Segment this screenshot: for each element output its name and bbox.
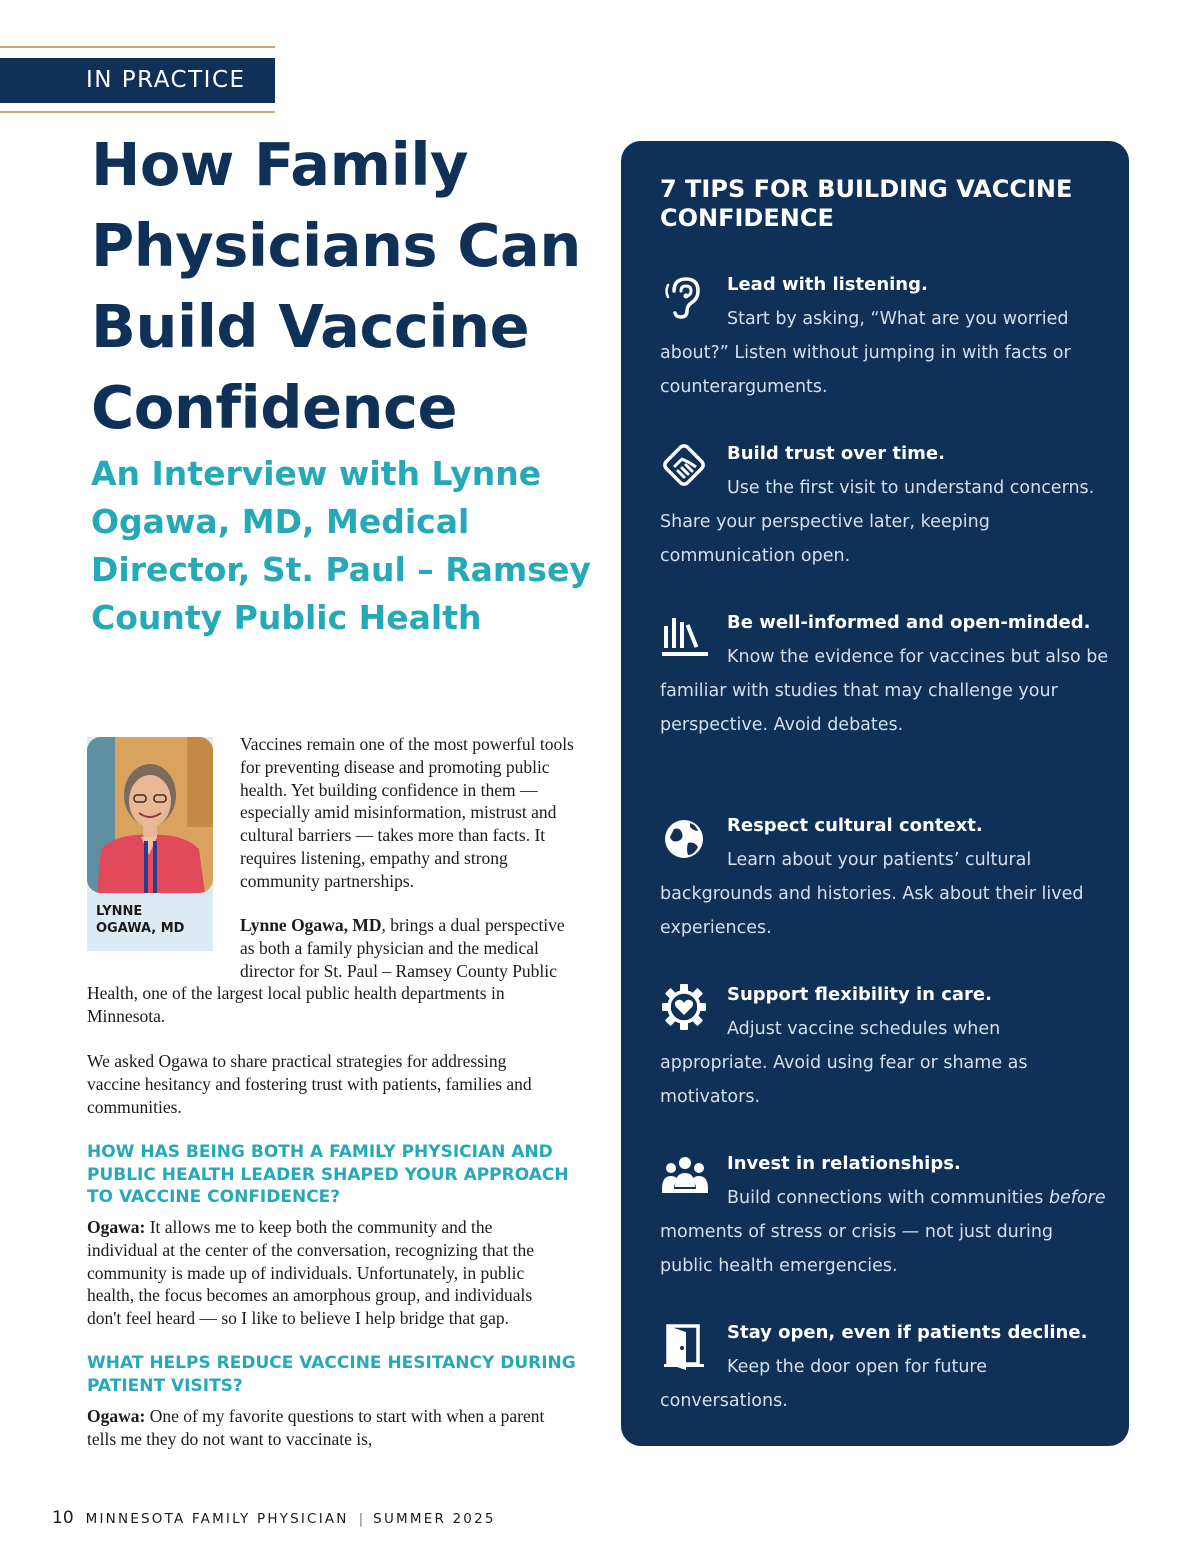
tip-6-body bbox=[660, 1181, 1110, 1283]
intro-paragraph: Vaccines remain one of the most powerful tools for preventing disease and promoting public health. Yet building confidence in them — especially amid misinformation, mistrust and cultural barriers — takes more than facts. It requires listening, empathy and strong community partnerships. bbox=[240, 734, 574, 891]
tips-panel-title: 7 TIPS FOR BUILDING VACCINE CONFIDENCE bbox=[660, 175, 1073, 232]
people-group-icon bbox=[660, 1151, 710, 1201]
tag-rule-top bbox=[0, 46, 275, 48]
answer-1-text: It allows me to keep both the community and the individual at the center of the conversation, recognizing that the community is made up of individuals. Unfortunately, in public health, the focus becomes an amorphous group, and individuals don't feel heard — so I like to believe I help bridge that gap. bbox=[87, 1217, 535, 1329]
tag-rule-bottom bbox=[0, 111, 275, 113]
answer-2-speaker: Ogawa: bbox=[87, 1406, 146, 1426]
asked-paragraph: We asked Ogawa to share practical strategies for addressing vaccine hesitancy and fostering trust with patients, families and communities. bbox=[87, 1051, 532, 1117]
tip-4-heading: Respect cultural context. bbox=[727, 815, 983, 836]
question-2: WHAT HELPS REDUCE VACCINE HESITANCY DURING PATIENT VISITS? bbox=[87, 1353, 576, 1396]
issue-label: SUMMER 2025 bbox=[373, 1511, 496, 1527]
page-number: 10 bbox=[52, 1508, 74, 1528]
bio-text: , brings a dual perspective as both a family physician and the medical director for St. Paul – Ramsey County Public Health, one of the largest local public health departments in Minnesota. bbox=[87, 915, 565, 1027]
handshake-icon bbox=[660, 441, 710, 491]
tip-4-body: Learn about your patients’ cultural backgrounds and histories. Ask about their lived experiences. bbox=[660, 850, 1084, 938]
portrait-caption-line2: OGAWA, MD bbox=[96, 921, 185, 936]
page-footer bbox=[52, 1508, 496, 1528]
gear-heart-icon bbox=[660, 982, 710, 1032]
tip-2-body: Use the first visit to understand concerns. Share your perspective later, keeping communication open. bbox=[660, 478, 1095, 566]
tip-6-body-rest: moments of stress or crisis — not just during public health emergencies. bbox=[660, 1222, 1054, 1276]
tip-6-body-lead: Build connections with communities bbox=[727, 1188, 1049, 1208]
answer-2-text: One of my favorite questions to start with when a parent tells me they do not want to vaccinate is, bbox=[87, 1406, 545, 1449]
open-door-icon bbox=[660, 1320, 710, 1370]
tip-7-heading: Stay open, even if patients decline. bbox=[727, 1322, 1088, 1343]
article-title: How Family Physicians Can Build Vaccine Confidence bbox=[91, 130, 581, 442]
question-1: HOW HAS BEING BOTH A FAMILY PHYSICIAN AND PUBLIC HEALTH LEADER SHAPED YOUR APPROACH TO VACCINE CONFIDENCE? bbox=[87, 1142, 569, 1207]
portrait-caption-line1: LYNNE bbox=[96, 904, 143, 919]
bio-name: Lynne Ogawa, MD bbox=[240, 915, 382, 935]
tip-3-heading: Be well-informed and open-minded. bbox=[727, 612, 1091, 633]
tip-5-body: Adjust vaccine schedules when appropriate. Avoid using fear or shame as motivators. bbox=[660, 1019, 1028, 1107]
portrait-illustration bbox=[87, 737, 213, 893]
tip-1-body: Start by asking, “What are you worried about?” Listen without jumping in with facts or counterarguments. bbox=[660, 309, 1071, 397]
portrait-photo bbox=[87, 737, 213, 893]
library-books-icon bbox=[660, 610, 710, 660]
tip-6-heading: Invest in relationships. bbox=[727, 1153, 961, 1174]
tip-4 bbox=[660, 809, 1110, 945]
article-subtitle: An Interview with Lynne Ogawa, MD, Medical Director, St. Paul – Ramsey County Public Health bbox=[91, 454, 591, 637]
section-tag: IN PRACTICE bbox=[0, 58, 275, 103]
footer-separator: | bbox=[358, 1511, 364, 1527]
answer-2 bbox=[87, 1405, 557, 1451]
tip-6 bbox=[660, 1147, 1110, 1283]
tips-panel bbox=[621, 141, 1129, 1446]
publication-name: MINNESOTA FAMILY PHYSICIAN bbox=[85, 1511, 349, 1527]
answer-1-speaker: Ogawa: bbox=[87, 1217, 146, 1237]
globe-icon bbox=[660, 813, 710, 863]
tip-2-heading: Build trust over time. bbox=[727, 443, 945, 464]
tip-5 bbox=[660, 978, 1110, 1114]
tip-2 bbox=[660, 437, 1110, 573]
tip-6-body-emphasis: before bbox=[1048, 1188, 1106, 1208]
tip-1 bbox=[660, 268, 1110, 404]
answer-1 bbox=[87, 1216, 567, 1330]
tip-7 bbox=[660, 1316, 1110, 1418]
bio-paragraph bbox=[87, 914, 576, 1028]
tip-3 bbox=[660, 606, 1110, 742]
ear-icon bbox=[660, 272, 710, 322]
tip-5-heading: Support flexibility in care. bbox=[727, 984, 992, 1005]
tip-1-heading: Lead with listening. bbox=[727, 274, 928, 295]
tip-3-body: Know the evidence for vaccines but also be familiar with studies that may challenge your perspective. Avoid debates. bbox=[660, 647, 1109, 735]
tip-7-body: Keep the door open for future conversations. bbox=[660, 1357, 988, 1411]
